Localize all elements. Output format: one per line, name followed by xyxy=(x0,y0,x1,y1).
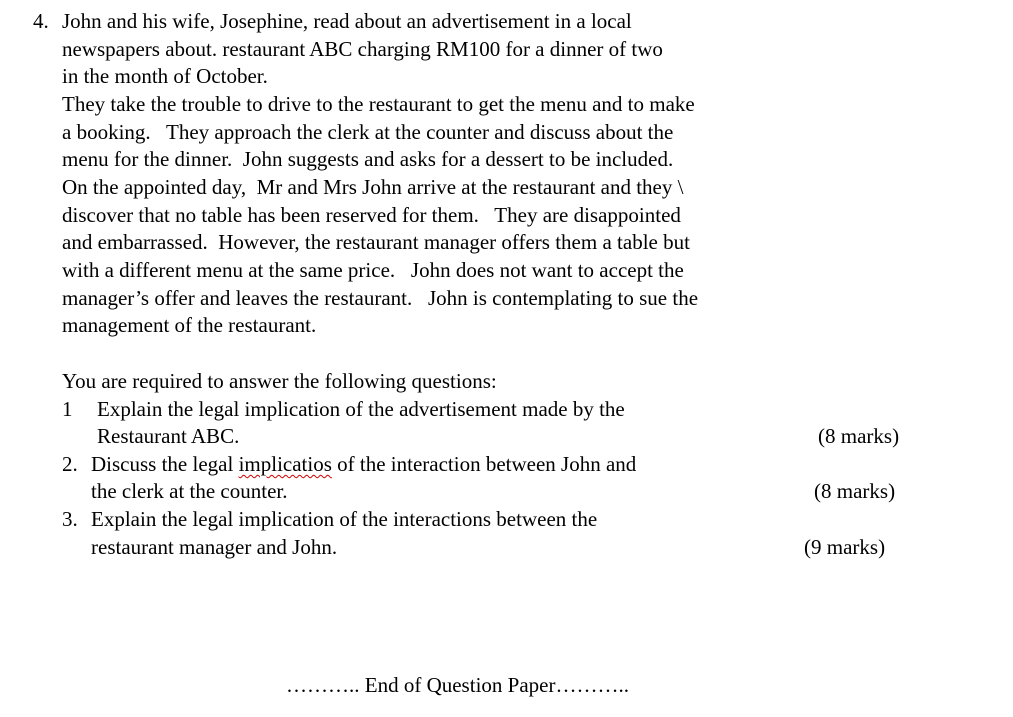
sub-question-text: Restaurant ABC. xyxy=(97,424,240,448)
sub-question-number: 3. xyxy=(62,507,78,531)
marks-label: (8 marks) xyxy=(818,424,900,448)
footer-dots: ……….. xyxy=(286,673,360,697)
sub-question-text-part: of the interaction between John and xyxy=(331,452,637,476)
scenario-line: newspapers about. restaurant ABC charging RM100 for a dinner of two xyxy=(62,37,663,61)
scenario-line: manager’s offer and leaves the restaurant. John is contemplating to sue the xyxy=(62,286,699,310)
marks-label: (8 marks) xyxy=(814,479,896,503)
marks-label: (9 marks) xyxy=(804,535,886,559)
sub-question-number: 2. xyxy=(62,452,78,476)
instruction-text: You are required to answer the following questions: xyxy=(62,369,497,393)
scenario-line: discover that no table has been reserved for them. They are disappointed xyxy=(62,203,681,227)
sub-question-text: restaurant manager and John. xyxy=(91,535,338,559)
scenario-line: with a different menu at the same price. John does not want to accept the xyxy=(62,258,684,282)
sub-question-text: Explain the legal implication of the advertisement made by the xyxy=(97,397,625,421)
sub-question-number: 1 xyxy=(62,397,73,421)
scenario-line: On the appointed day, Mr and Mrs John arrive at the restaurant and they \ xyxy=(62,175,684,199)
scenario-line: management of the restaurant. xyxy=(62,313,317,337)
sub-question-text-part: Discuss the legal xyxy=(91,452,239,476)
sub-question-text xyxy=(91,451,636,478)
spellcheck-flagged-word: implicatios xyxy=(238,452,332,476)
footer-label: End of Question Paper xyxy=(359,673,556,697)
scenario-line: a booking. They approach the clerk at the counter and discuss about the xyxy=(62,120,674,144)
scenario-line: menu for the dinner. John suggests and asks for a dessert to be included. xyxy=(62,147,674,171)
scenario-line: and embarrassed. However, the restaurant manager offers them a table but xyxy=(62,230,690,254)
scenario-line: John and his wife, Josephine, read about an advertisement in a local xyxy=(62,9,632,33)
question-number: 4. xyxy=(33,9,49,33)
footer-dots: ……….. xyxy=(555,673,629,697)
scenario-line: They take the trouble to drive to the restaurant to get the menu and to make xyxy=(62,92,695,116)
scenario-line: in the month of October. xyxy=(62,64,268,88)
sub-question-text: Explain the legal implication of the interactions between the xyxy=(91,507,598,531)
end-of-paper-footer xyxy=(286,672,629,699)
sub-question-text: the clerk at the counter. xyxy=(91,479,288,503)
